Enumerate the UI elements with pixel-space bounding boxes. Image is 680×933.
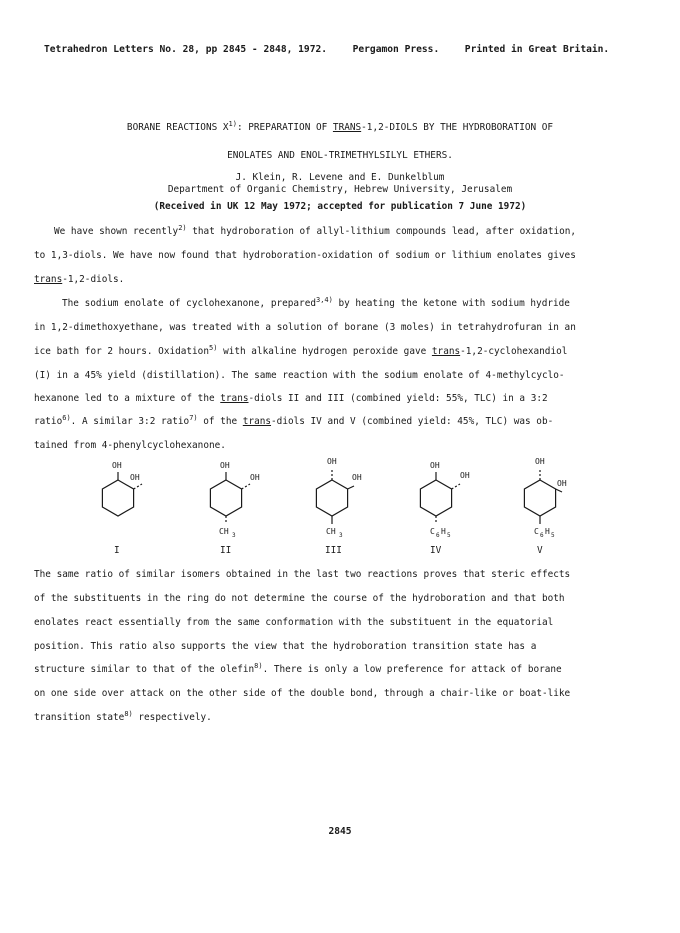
para3-line4: position. This ratio also supports the view that the hydroboration transition state has a xyxy=(34,641,537,652)
structure-V-c6h5-5: 5 xyxy=(551,532,555,539)
structure-label-I: I xyxy=(114,545,120,556)
para2-line4: (I) in a 45% yield (distillation). The same reaction with the sodium enolate of 4-methylcyclo- xyxy=(34,370,565,381)
structure-IV-oh-top: OH xyxy=(430,461,440,470)
structure-IV-oh-side: OH xyxy=(460,471,470,480)
journal-header xyxy=(44,44,644,55)
para2-line2: in 1,2-dimethoxyethane, was treated with a solution of borane (3 moles) in tetrahydrofuran in an xyxy=(34,322,576,333)
structures-svg xyxy=(0,450,680,560)
structure-IV-c6h5-c: C xyxy=(430,527,435,536)
structure-I-oh-side: OH xyxy=(130,473,140,482)
structure-V-oh-top: OH xyxy=(535,457,545,466)
para3-line2: of the substituents in the ring do not determine the course of the hydroboration and that both xyxy=(34,593,565,604)
structure-V-oh-side: OH xyxy=(557,479,567,488)
structure-V-c6h5-6: 6 xyxy=(540,532,544,539)
structure-IV-ring xyxy=(420,472,460,524)
para2-line3: ice bath for 2 hours. Oxidation$^{5)}$ with alkaline hydrogen peroxide gave trans-1,2-cyclohexandiol xyxy=(34,344,568,357)
structure-II-ch3-sub: 3 xyxy=(232,532,236,539)
structure-III-ring xyxy=(316,470,354,524)
structure-II-ring xyxy=(210,472,250,524)
para1-line3: trans-1,2-diols. xyxy=(34,274,125,285)
printed-in: Printed in Great Britain. xyxy=(464,44,610,55)
para2-line1: The sodium enolate of cyclohexanone, prepared$^{3,4)}$ by heating the ketone with sodium hydride xyxy=(62,296,570,309)
journal-citation: Tetrahedron Letters No. 28, pp 2845 - 2848, 1972. xyxy=(44,44,328,55)
structure-III-ch3: CH xyxy=(326,527,336,536)
article-title-line1: BORANE REACTIONS $X^{1)}$: PREPARATION OF TRANS-1,2-DIOLS BY THE HYDROBORATION OF xyxy=(126,120,554,133)
structure-V-c6h5-c: C xyxy=(534,527,539,536)
structure-IV-c6h5-h: H xyxy=(441,527,446,536)
para2-line6: ratio$^{6)}$. A similar 3:2 ratio$^{7)}$ of the trans-diols IV and V (combined yield: 45%, TLC) was ob- xyxy=(34,414,554,427)
structure-IV-c6h5-5: 5 xyxy=(447,532,451,539)
structure-III-oh-side: OH xyxy=(352,473,362,482)
para3-line7: transition state$^{8)}$ respectively. xyxy=(34,710,212,723)
para1-line1: We have shown recently$^{2)}$ that hydroboration of allyl-lithium compounds lead, after oxidation, xyxy=(54,224,577,237)
structure-label-IV: IV xyxy=(430,545,442,556)
received-date: (Received in UK 12 May 1972; accepted for publication 7 June 1972) xyxy=(153,201,527,212)
structure-label-II: II xyxy=(220,545,232,556)
para1-line2: to 1,3-diols. We have now found that hydroboration-oxidation of sodium or lithium enolates gives xyxy=(34,250,576,261)
structure-label-III: III xyxy=(325,545,342,556)
para3-line6: on one side over attack on the other side of the double bond, through a chair-like or boat-like xyxy=(34,688,571,699)
authors: J. Klein, R. Levene and E. Dunkelblum xyxy=(235,172,445,183)
article-title-line2: ENOLATES AND ENOL-TRIMETHYLSILYL ETHERS. xyxy=(227,150,453,161)
affiliation: Department of Organic Chemistry, Hebrew University, Jerusalem xyxy=(167,184,513,195)
structure-II-oh-top: OH xyxy=(220,461,230,470)
chemical-structures xyxy=(0,450,680,560)
para2-line5: hexanone led to a mixture of the trans-diols II and III (combined yield: 55%, TLC) in a 3:2 xyxy=(34,393,548,404)
structure-III-oh-top: OH xyxy=(327,457,337,466)
para2-line7: tained from 4-phenylcyclohexanone. xyxy=(34,440,226,451)
para3-line1: The same ratio of similar isomers obtained in the last two reactions proves that steric effects xyxy=(34,569,571,580)
structure-IV-c6h5-6: 6 xyxy=(436,532,440,539)
structure-I-oh-top: OH xyxy=(112,461,122,470)
publisher: Pergamon Press. xyxy=(352,44,440,55)
page-number: 2845 xyxy=(328,826,352,837)
structure-label-V: V xyxy=(537,545,543,556)
structure-III-ch3-sub: 3 xyxy=(339,532,343,539)
structure-II-oh-side: OH xyxy=(250,473,260,482)
structure-II-ch3: CH xyxy=(219,527,229,536)
para3-line3: enolates react essentially from the same conformation with the substituent in the equatorial xyxy=(34,617,554,628)
structure-V-c6h5-h: H xyxy=(545,527,550,536)
para3-line5: structure similar to that of the olefin$^{8)}$. There is only a low preference for attack of borane xyxy=(34,662,562,675)
